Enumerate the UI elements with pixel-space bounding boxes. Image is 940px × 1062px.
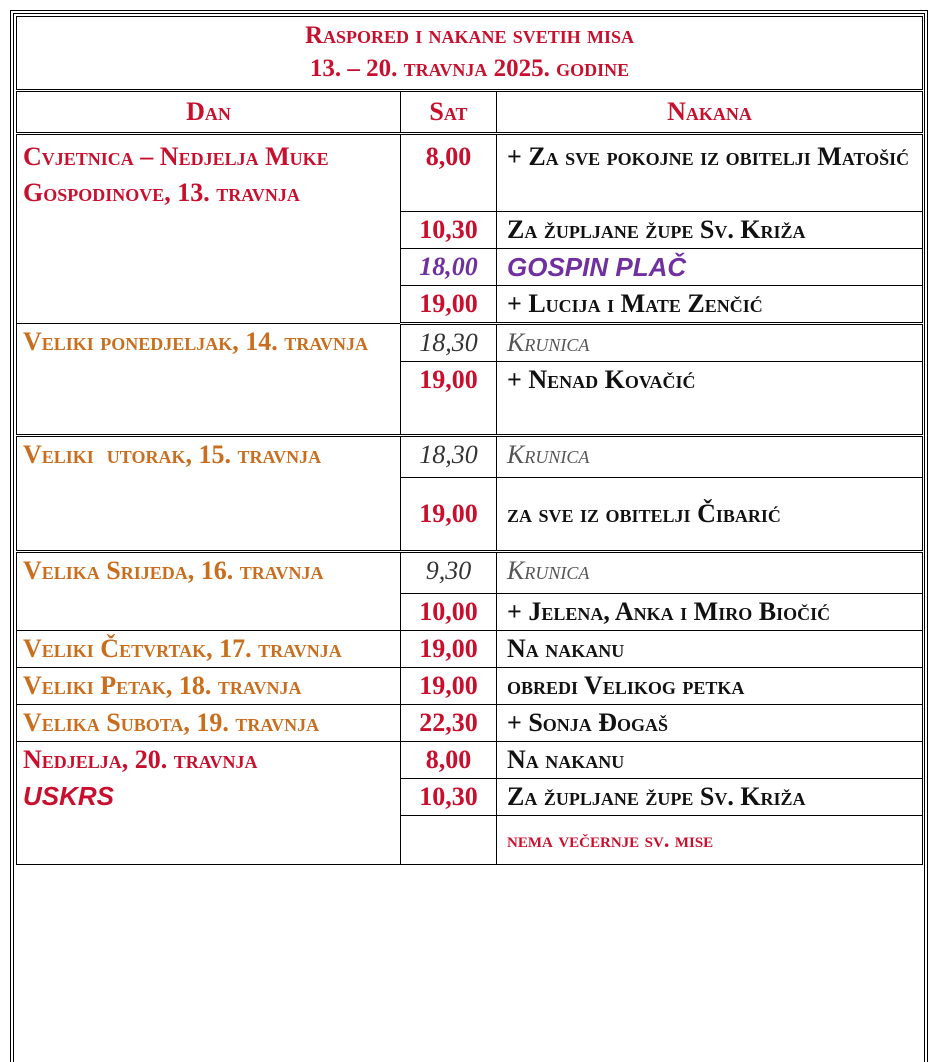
table-row: [17, 552, 923, 594]
day-cell: Cvjetnica – Nedjelja Muke Gospodinove, 13. travnja: [17, 134, 401, 324]
intention-cell: + Za sve pokojne iz obitelji Matošić: [497, 134, 923, 212]
intention-cell: Krunica: [497, 436, 923, 478]
intention-cell: + Lucija i Mate Zenčić: [497, 286, 923, 324]
mass-schedule-table: [16, 16, 923, 865]
easter-label: USKRS: [23, 781, 115, 811]
time-cell: 18,30: [401, 436, 497, 478]
time-cell: 19,00: [401, 668, 497, 705]
day-cell: Veliki ponedjeljak, 14. travnja: [17, 324, 401, 436]
intention-cell: Za župljane župe Sv. Križa: [497, 779, 923, 816]
column-header-nakana: Nakana: [497, 91, 923, 134]
time-cell: 10,30: [401, 212, 497, 249]
time-cell: [401, 816, 497, 865]
column-header-sat: Sat: [401, 91, 497, 134]
table-row: [17, 134, 923, 212]
title-line-1: Raspored i nakane svetih misa: [304, 22, 635, 49]
intention-cell: Za župljane župe Sv. Križa: [497, 212, 923, 249]
title-row: [17, 17, 923, 91]
intention-cell: + Jelena, Anka i Miro Biočić: [497, 594, 923, 631]
time-cell: 10,00: [401, 594, 497, 631]
time-cell: 8,00: [401, 134, 497, 212]
day-cell: Veliki Četvrtak, 17. travnja: [17, 631, 401, 668]
time-cell: 10,30: [401, 779, 497, 816]
table-row: [17, 742, 923, 779]
intention-cell: za sve iz obitelji Čibarić: [497, 478, 923, 552]
time-cell: 19,00: [401, 631, 497, 668]
table-row: [17, 631, 923, 668]
day-cell: [17, 742, 401, 865]
intention-cell: + Nenad Kovačić: [497, 362, 923, 436]
time-cell: 22,30: [401, 705, 497, 742]
time-cell: 18,00: [401, 249, 497, 286]
day-cell: Veliki utorak, 15. travnja: [17, 436, 401, 552]
table-row: [17, 668, 923, 705]
column-header-row: [17, 91, 923, 134]
day-label: Nedjelja, 20. travnja: [23, 745, 258, 774]
schedule-title: [17, 17, 923, 91]
intention-cell: nema večernje sv. mise: [497, 816, 923, 865]
intention-cell: GOSPIN PLAČ: [497, 249, 923, 286]
intention-cell: + Sonja Đogaš: [497, 705, 923, 742]
time-cell: 19,00: [401, 286, 497, 324]
time-cell: 18,30: [401, 324, 497, 362]
time-cell: 19,00: [401, 362, 497, 436]
intention-cell: Na nakanu: [497, 631, 923, 668]
table-row: [17, 324, 923, 362]
day-cell: Velika Srijeda, 16. travnja: [17, 552, 401, 631]
time-cell: 8,00: [401, 742, 497, 779]
column-header-dan: Dan: [17, 91, 401, 134]
intention-cell: Na nakanu: [497, 742, 923, 779]
table-row: [17, 436, 923, 478]
intention-cell: Krunica: [497, 324, 923, 362]
intention-cell: obredi Velikog petka: [497, 668, 923, 705]
time-cell: 9,30: [401, 552, 497, 594]
day-cell: Veliki Petak, 18. travnja: [17, 668, 401, 705]
day-cell: Velika Subota, 19. travnja: [17, 705, 401, 742]
intention-cell: Krunica: [497, 552, 923, 594]
time-cell: 19,00: [401, 478, 497, 552]
table-row: [17, 705, 923, 742]
title-line-2: 13. – 20. travnja 2025. godine: [309, 55, 630, 82]
